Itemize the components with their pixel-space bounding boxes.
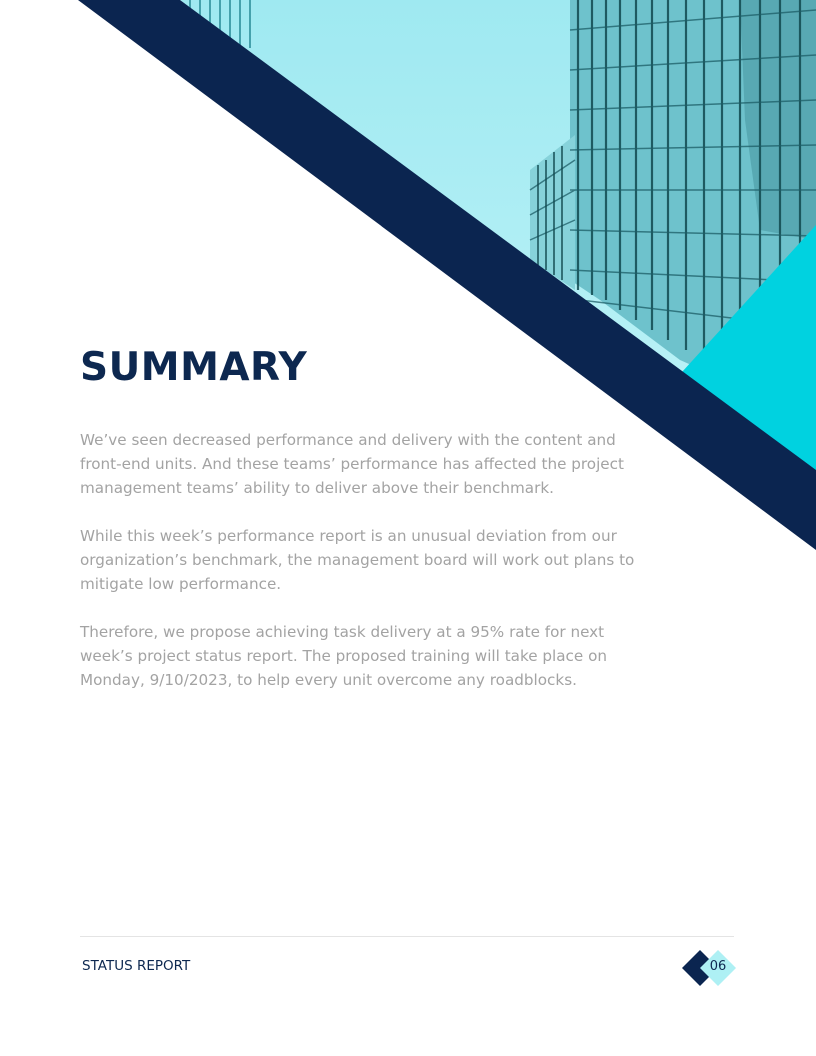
summary-body [80,428,640,716]
paragraph-1: We’ve seen decreased performance and delivery with the content and front-end units. And these teams’ performance has affected the project management teams’ ability to deliver above their benchmark. [80,431,624,497]
page-title: SUMMARY [80,345,308,390]
paragraph-3: Therefore, we propose achieving task delivery at a 95% rate for next week’s project status report. The proposed training will take place on Monday, 9/10/2023, to help every unit overcome any roadblocks. [80,623,607,689]
footer-divider [80,936,734,937]
footer-label: STATUS REPORT [82,958,191,974]
paragraph-2: While this week’s performance report is an unusual deviation from our organization’s benchmark, the management board will work out plans to mitigate low performance. [80,527,635,593]
page-number: 06 [709,959,727,974]
